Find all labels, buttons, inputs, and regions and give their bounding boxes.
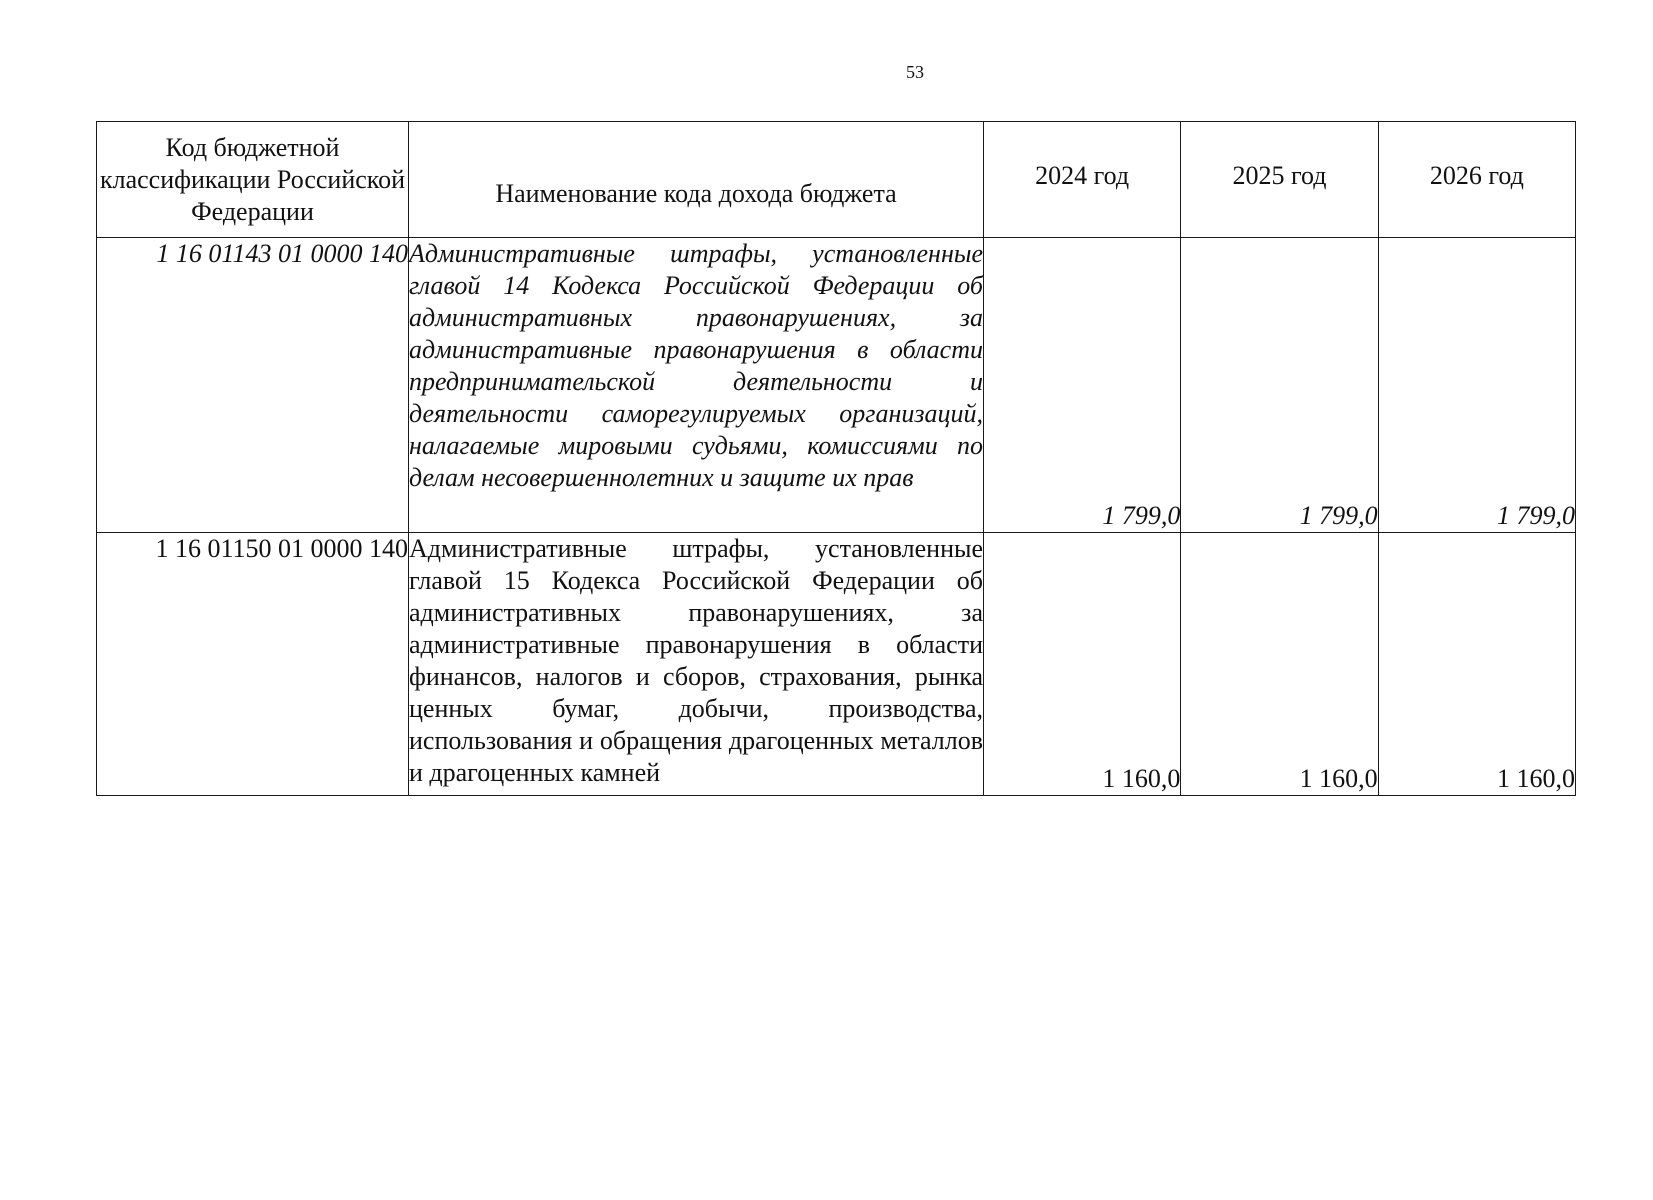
header-year-2025 [1181,122,1378,238]
header-code: Код бюджетной классификации Российской Федерации [97,122,409,238]
header-year-2024 [984,122,1181,238]
row-amount-2026: 1 799,0 [1378,238,1575,533]
budget-revenue-table [96,121,1576,796]
row-amount-2024: 1 160,0 [984,533,1181,796]
header-year-2026 [1378,122,1575,238]
row-amount-2026: 1 160,0 [1378,533,1575,796]
table-header-row [97,122,1576,238]
row-amount-2025: 1 160,0 [1181,533,1378,796]
table-row [97,238,1576,533]
header-year-2024-label: 2024 год [1035,160,1130,190]
row-code: 1 16 01143 01 0000 140 [97,238,409,533]
row-amount-2025: 1 799,0 [1181,238,1378,533]
header-name [409,122,984,238]
table-row [97,533,1576,796]
row-name: Административные штрафы, установленные главой 15 Кодекса Российской Федерации об административных правонарушениях, за административные правонарушения в области финансов, налогов и сборов, страхования, рынка ценных бумаг, добычи, производства, использования и обращения драгоценных металлов и драгоценных камней [409,533,984,796]
header-name-label: Наименование кода дохода бюджета [495,178,897,208]
page-number: 53 [906,62,924,82]
row-amount-2024: 1 799,0 [984,238,1181,533]
header-year-2025-label: 2025 год [1232,160,1327,190]
header-year-2026-label: 2026 год [1429,160,1524,190]
row-code: 1 16 01150 01 0000 140 [97,533,409,796]
row-name: Административные штрафы, установленные главой 14 Кодекса Российской Федерации об административных правонарушениях, за административные правонарушения в области предпринимательской деятельности и деятельности саморегулируемых организаций, налагаемые мировыми судьями, комиссиями по делам несовершеннолетних и защите их прав [409,238,984,533]
